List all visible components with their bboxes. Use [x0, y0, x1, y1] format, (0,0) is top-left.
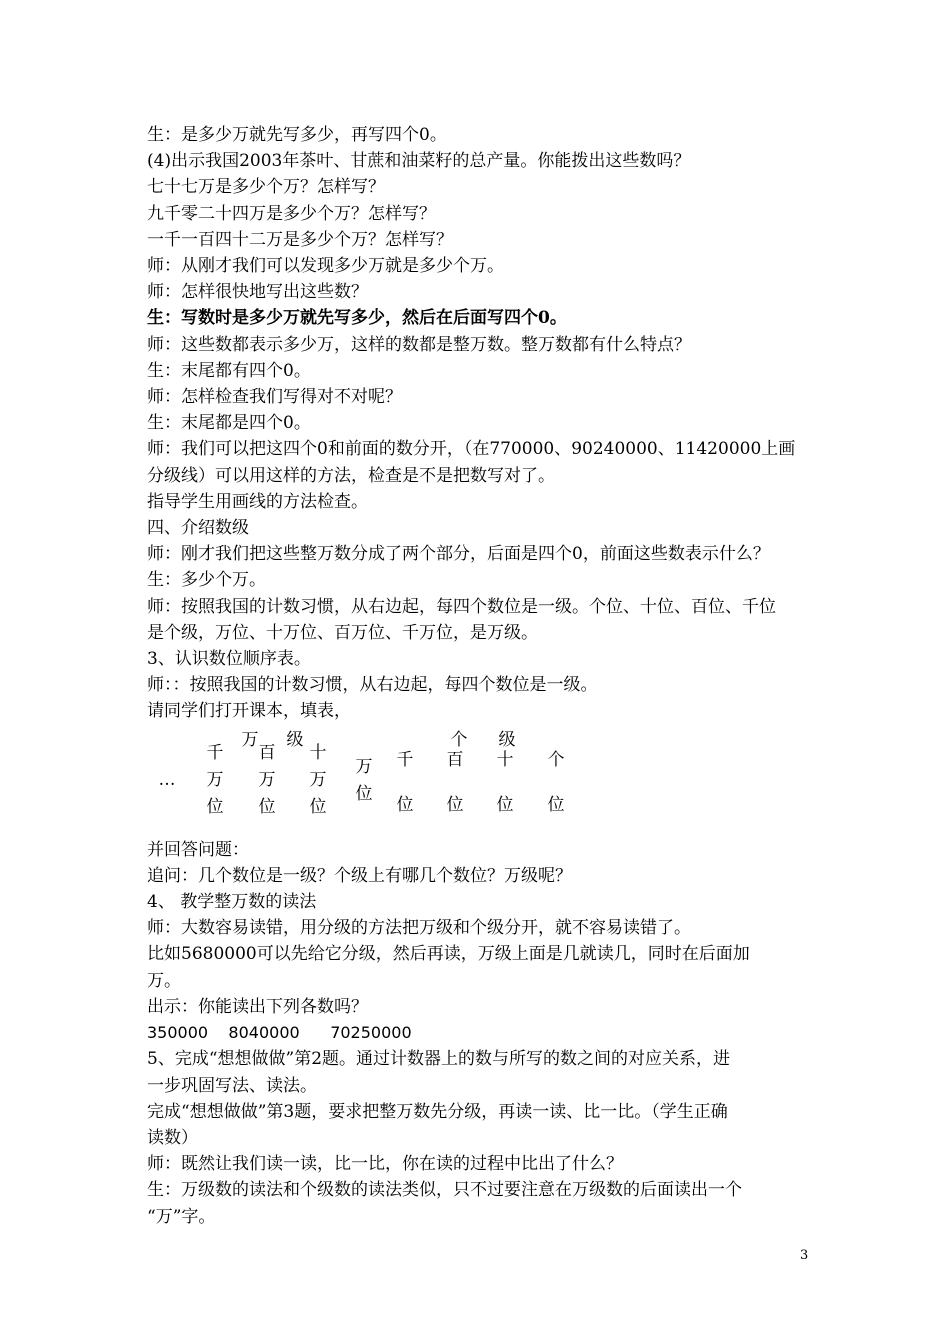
text-line: 4、 教学整万数的读法 — [147, 892, 317, 913]
text-line: 师：既然让我们读一读，比一比，你在读的过程中比出了什么？ — [147, 1154, 623, 1175]
baiwan-char-3: 位 — [258, 796, 276, 817]
text-line: 读数） — [147, 1127, 198, 1148]
text-line: 七十七万是多少个万？怎样写？ — [147, 177, 385, 198]
wan-level-label-1: 万 — [241, 729, 259, 750]
qianwan-char-2: 万 — [206, 769, 224, 790]
ge-char-2: 位 — [547, 794, 565, 815]
wan-char-2: 位 — [355, 783, 373, 804]
text-line: 师：：按照我国的计数习惯，从右边起，每四个数位是一级。 — [147, 675, 598, 696]
shiwan-char-3: 位 — [309, 796, 327, 817]
shi-char-2: 位 — [496, 794, 514, 815]
text-line: 师：我们可以把这四个0和前面的数分开，（在770000、90240000、11420000上画 — [147, 439, 796, 460]
qianwan-char-1: 千 — [206, 742, 224, 763]
wan-level-label-2: 级 — [286, 729, 304, 750]
qian-char-2: 位 — [396, 794, 414, 815]
text-line: 请同学们打开课本，填表， — [147, 701, 351, 722]
baiwan-char-2: 万 — [258, 769, 276, 790]
text-line: 是个级，万位、十万位、百万位、千万位，是万级。 — [147, 622, 538, 643]
place-value-table — [147, 727, 815, 837]
text-line: 九千零二十四万是多少个万？怎样写？ — [147, 203, 436, 224]
text-line: 生：写数时是多少万就先写多少，然后在后面写四个0。 — [147, 308, 567, 329]
text-line: 完成“想想做做”第3题，要求把整万数先分级，再读一读、比一比。（学生正确 — [147, 1101, 728, 1122]
text-line: 师：刚才我们把这些整万数分成了两个部分，后面是四个0，前面这些数表示什么？ — [147, 544, 770, 565]
text-line: 出示：你能读出下列各数吗？ — [147, 996, 368, 1017]
page-content — [147, 122, 815, 1230]
ge-level-label-2: 级 — [498, 729, 516, 750]
ge-level-label-1: 个 — [450, 729, 468, 750]
text-line: 师：怎样很快地写出这些数？ — [147, 282, 368, 303]
table-ellipsis: … — [158, 769, 176, 790]
text-line: 5、完成“想想做做”第2题。通过计数器上的数与所写的数之间的对应关系，进 — [147, 1049, 731, 1070]
text-line: 3、认识数位顺序表。 — [147, 649, 311, 670]
text-line: 一步巩固写法、读法。 — [147, 1075, 317, 1096]
qian-char-1: 千 — [396, 749, 414, 770]
text-line: 并回答问题： — [147, 839, 249, 860]
text-line: 四、介绍数级 — [147, 518, 249, 539]
text-line: 追问：几个数位是一级？个级上有哪几个数位？万级呢？ — [147, 865, 572, 886]
page-number: 3 — [800, 1248, 809, 1263]
text-line: 比如5680000可以先给它分级，然后再读，万级上面是几就读几，同时在后面加 — [147, 944, 750, 965]
ge-char-1: 个 — [547, 749, 565, 770]
text-line: “万”字。 — [147, 1206, 216, 1227]
text-line: 指导学生用画线的方法检查。 — [147, 491, 368, 512]
numbers-line: 350000 8040000 70250000 — [147, 1023, 412, 1043]
text-line: 师：这些数都表示多少万，这样的数都是整万数。整万数都有什么特点？ — [147, 334, 691, 355]
text-line: (4)出示我国2003年茶叶、甘蔗和油菜籽的总产量。你能拨出这些数吗？ — [147, 151, 691, 172]
text-line: 师：按照我国的计数习惯，从右边起，每四个数位是一级。个位、十位、百位、千位 — [147, 596, 776, 617]
shi-char-1: 十 — [496, 749, 514, 770]
text-line: 生：万级数的读法和个级数的读法类似，只不过要注意在万级数的后面读出一个 — [147, 1180, 742, 1201]
text-line: 生：是多少万就先写多少，再写四个0。 — [147, 125, 447, 145]
qianwan-char-3: 位 — [206, 796, 224, 817]
text-line: 分级线）可以用这样的方法，检查是不是把数写对了。 — [147, 465, 555, 486]
text-line: 一千一百四十二万是多少个万？怎样写？ — [147, 229, 453, 250]
shiwan-char-2: 万 — [309, 769, 327, 790]
text-line: 师：大数容易读错，用分级的方法把万级和个级分开，就不容易读错了。 — [147, 918, 691, 939]
text-line: 生：多少个万。 — [147, 570, 266, 591]
text-line: 师：从刚才我们可以发现多少万就是多少个万。 — [147, 256, 504, 277]
text-line: 生：末尾都有四个0。 — [147, 360, 311, 381]
text-block-before-table — [147, 122, 815, 725]
text-line: 师：怎样检查我们写得对不对呢？ — [147, 387, 402, 408]
text-line: 万。 — [147, 970, 181, 991]
text-line: 生：末尾都是四个0。 — [147, 413, 311, 434]
bai-char-2: 位 — [446, 794, 464, 815]
shiwan-char-1: 十 — [309, 742, 327, 763]
text-block-after-table — [147, 837, 815, 1020]
baiwan-char-1: 百 — [258, 742, 276, 763]
text-block-end — [147, 1046, 815, 1229]
wan-char-1: 万 — [355, 756, 373, 777]
bai-char-1: 百 — [446, 749, 464, 770]
